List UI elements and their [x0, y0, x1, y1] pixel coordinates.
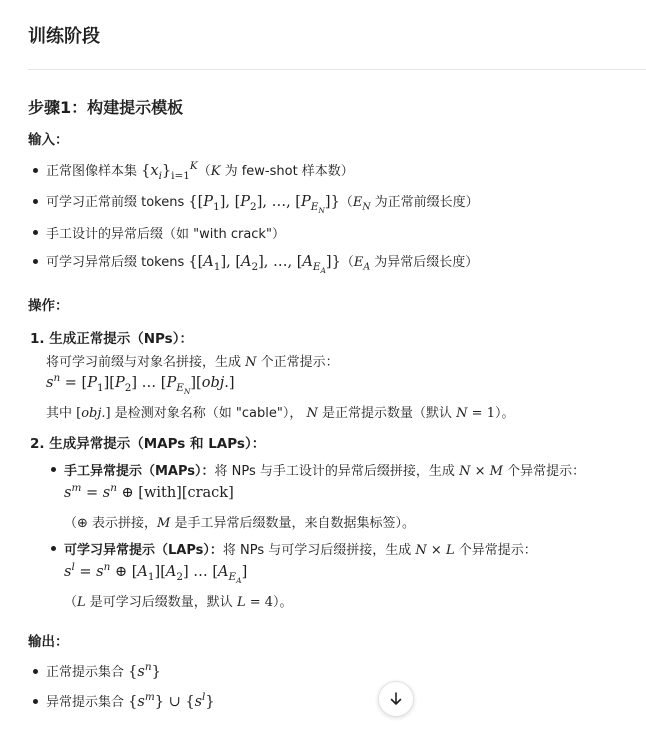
- bullet: [33, 699, 38, 704]
- op1-formula: $s^n = [P_1][P_2]$ … $[P_{E_N}][obj.]$: [46, 372, 235, 396]
- input-item-manual-suffix: 手工设计的异常后缀（如 "with crack"）: [46, 227, 285, 242]
- maps-formula: $s^m = s^n$ ⊕ [with][crack]: [64, 482, 234, 501]
- arrow-down-icon: [388, 691, 404, 707]
- output-item-abnormal: 异常提示集合 $\{s^m\}$ ∪ $\{s^l\}$: [46, 691, 215, 710]
- section-title: 训练阶段: [28, 26, 100, 47]
- divider: [28, 69, 646, 70]
- input-item-abnormal-suffix: 可学习异常后缀 tokens {$[A_1]$, $[A_2]$, …, $[A_{E_A}]\}(E_A$ 为异常后缀长度）: [46, 254, 479, 275]
- bullet: [33, 230, 38, 235]
- input-heading: 输入：: [28, 132, 69, 148]
- input-item-normal-prefix: 可学习正常前缀 tokens {$[P_1]$, $[P_2]$, …, $[P_{E_N}]\}(E_N$ 为正常前缀长度）: [46, 194, 479, 215]
- laps-formula: $s^l = s^n$ ⊕ $[A_1][A_2]$ … $[A_{E_A}]$: [64, 561, 248, 585]
- laps-desc: 可学习异常提示（LAPs）：将 NPs 与可学习后缀拼接，生成 N × L 个异常提示：: [64, 543, 537, 558]
- bullet: [51, 467, 56, 472]
- bullet: [51, 546, 56, 551]
- op1-title: 1. 生成正常提示（NPs）：: [30, 331, 193, 347]
- op1-note: 其中 [obj.] 是检测对象名称（如 "cable"）， N 是正常提示数量（默认 N = 1）。: [46, 406, 515, 421]
- scroll-to-bottom-button[interactable]: [378, 681, 414, 717]
- ops-heading: 操作：: [28, 298, 69, 314]
- bullet: [33, 669, 38, 674]
- bullet: [33, 259, 38, 264]
- op2-title: 2. 生成异常提示（MAPs 和 LAPs）：: [30, 436, 266, 452]
- op1-desc: 将可学习前缀与对象名拼接，生成 N 个正常提示：: [46, 355, 339, 370]
- output-item-normal: 正常提示集合 $\{s^n\}$: [46, 661, 161, 680]
- input-item-samples: 正常图像样本集 $\{x_i\}_{i=1}^K(K$ 为 few-shot 样本数）: [46, 160, 354, 182]
- maps-desc: 手工异常提示（MAPs）：将 NPs 与手工设计的异常后缀拼接，生成 N × M 个异常提示：: [64, 464, 586, 479]
- step-title: 步骤1：构建提示模板: [28, 98, 184, 117]
- bullet: [33, 199, 38, 204]
- output-heading: 输出：: [28, 634, 69, 650]
- bullet: [33, 168, 38, 173]
- laps-note: （L 是可学习后缀数量，默认 L = 4）。: [64, 595, 293, 610]
- maps-note: （⊕ 表示拼接，M 是手工异常后缀数量，来自数据集标签）。: [64, 516, 415, 531]
